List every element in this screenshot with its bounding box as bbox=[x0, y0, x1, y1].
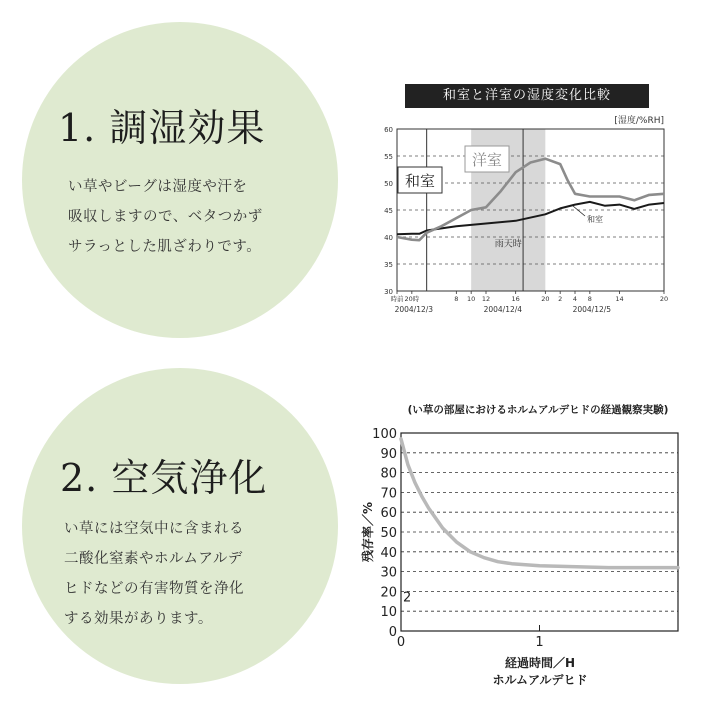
youshitsu-box-label: 洋室 bbox=[471, 151, 503, 169]
humidity-chart-title: 和室と洋室の湿度変化比較 bbox=[405, 84, 649, 108]
y-tick-label: 50 bbox=[384, 180, 393, 188]
y-tick-label: 90 bbox=[380, 446, 397, 462]
section1-desc-line: サラっとした肌ざわりです。 bbox=[68, 239, 262, 255]
decay-series-line bbox=[401, 439, 678, 568]
y-tick-label: 60 bbox=[380, 506, 397, 522]
x-tick-label: 時前 bbox=[390, 295, 404, 303]
section1-desc-line: い草やビーグは湿度や汗を bbox=[68, 179, 248, 195]
y-tick-label: 60 bbox=[384, 126, 393, 134]
x-tick-label: 10 bbox=[467, 295, 476, 303]
section1-desc-line: 吸収しますので、ベタつかず bbox=[68, 209, 263, 225]
y-tick-label: 20 bbox=[380, 585, 397, 601]
x-axis-label: 経過時間／H bbox=[504, 656, 576, 670]
y-tick-label: 40 bbox=[380, 545, 397, 561]
y-tick-label: 50 bbox=[380, 526, 397, 541]
y-tick-label: 35 bbox=[384, 261, 393, 269]
x-tick-label: 20時 bbox=[404, 295, 420, 303]
section2-heading: 2. 空気浄化 bbox=[60, 456, 268, 500]
decay-chart-title: (い草の部屋におけるホルムアルデヒドの経過観察実験) bbox=[407, 404, 669, 416]
x-tick-label: 4 bbox=[572, 295, 578, 303]
y-axis-label: [湿度/%RH] bbox=[614, 116, 664, 126]
y-tick-label: 80 bbox=[380, 466, 397, 482]
x-tick-label: 0 bbox=[396, 635, 406, 650]
y-tick-label: 40 bbox=[384, 234, 393, 242]
date-label: 2004/12/4 bbox=[483, 305, 523, 314]
x-tick-label: 1 bbox=[535, 635, 544, 650]
x-tick-label: 20 bbox=[541, 295, 550, 303]
y-tick-label: 0 bbox=[388, 625, 397, 640]
rain-label: 雨天時 bbox=[494, 239, 522, 250]
x-tick-label: 8 bbox=[454, 295, 459, 303]
washitsu-right-label: 和室 bbox=[587, 215, 603, 224]
x-tick-label: 14 bbox=[615, 295, 624, 303]
y-tick-label: 30 bbox=[384, 288, 393, 296]
date-label: 2004/12/3 bbox=[394, 305, 434, 314]
y-tick-label: 10 bbox=[380, 605, 397, 621]
section2-desc-line: ヒドなどの有害物質を浄化 bbox=[64, 581, 244, 597]
x-tick-label: 20 bbox=[659, 295, 669, 303]
section2-desc-line: する効果があります。 bbox=[64, 611, 213, 627]
y-tick-label: 45 bbox=[384, 207, 393, 215]
washitsu-box-label: 和室 bbox=[404, 172, 436, 190]
y-tick-label: 55 bbox=[384, 153, 393, 161]
x-tick-label: 12 bbox=[481, 295, 491, 303]
y-axis-label: 残存率／% bbox=[361, 501, 375, 563]
section2-desc-line: い草には空気中に含まれる bbox=[64, 521, 244, 537]
section1-heading: 1. 調湿効果 bbox=[58, 106, 266, 150]
date-label: 2004/12/5 bbox=[572, 305, 612, 314]
x-axis-sublabel: ホルムアルデヒド bbox=[492, 673, 588, 687]
x-tick-label: 2 bbox=[558, 295, 563, 303]
washitsu-pointer bbox=[573, 206, 585, 216]
x-tick-label: 16 bbox=[511, 295, 520, 303]
x-tick-label: 8 bbox=[587, 295, 592, 303]
plot-annotation: 2 bbox=[403, 590, 412, 606]
y-tick-label: 30 bbox=[380, 565, 397, 581]
y-tick-label: 70 bbox=[380, 486, 397, 502]
section2-desc-line: 二酸化窒素やホルムアルデ bbox=[64, 551, 243, 567]
y-tick-label: 100 bbox=[372, 427, 397, 442]
